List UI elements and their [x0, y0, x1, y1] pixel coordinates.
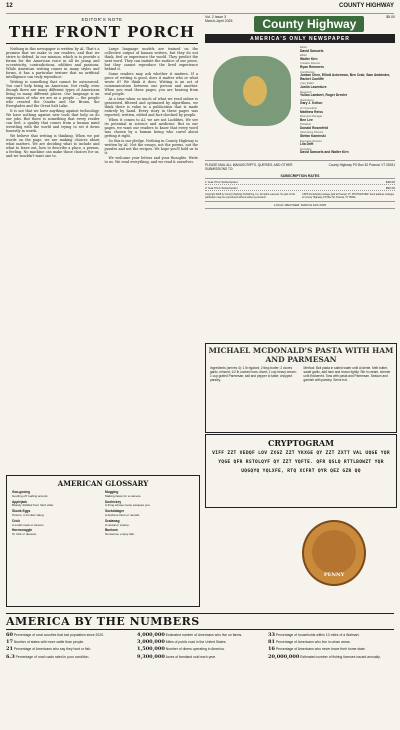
- glossary-entry: [12, 491, 101, 499]
- staff-box: [205, 46, 395, 156]
- staff-role: Founders: [300, 147, 312, 151]
- subs-label: 1 Year Print Subscription: [205, 179, 238, 184]
- numbers-item: [137, 633, 263, 637]
- price: $5.00: [386, 15, 395, 19]
- glossary-entry: [105, 529, 194, 537]
- glossary-entry: [12, 510, 101, 518]
- paragraph: Writing is something that cannot be outsourced. You can't help being an American. Not really, even though there are many different types of Americans living in many different places. Our language is an expression of who we are as a people — the people who created the Ozarks and the Bronx, the Everglades and the Great Salt Lake.: [6, 80, 100, 108]
- kicker: EDITOR'S NOTE: [81, 17, 123, 22]
- glossary-entry: [12, 529, 101, 537]
- numbers-figure: 21: [6, 646, 13, 653]
- copyright: Copyright 2025 by County Highway Publishing, Inc. All rights reserved. No part of this publication may be reproduced without written permission.: [205, 193, 296, 200]
- glossary-box: [6, 475, 200, 607]
- glossary-entry: [105, 491, 194, 499]
- numbers-item: [6, 633, 132, 637]
- page-number: 12: [6, 3, 13, 9]
- numbers-text: Percentage of households within 10 miles of a Walmart.: [275, 633, 360, 637]
- numbers-text: Percentage of Americans who say they hunt or fish.: [13, 647, 92, 652]
- staff-role: Business Manager: [300, 115, 323, 119]
- staff-name: Jordan Chen, Elliott Ackerman, Ben Crair, Sam Ambinder, Rachel Cunliffe: [300, 73, 391, 81]
- glossary-term: Applejack: [12, 499, 28, 504]
- tagline: AMERICA'S ONLY NEWSPAPER: [205, 34, 395, 43]
- paragraph: At a time when so much of what we read online is generated, filtered and optimized by algorithms, we think there is value in a publication that is made entirely by hand. Every story in these pages was reported, written, edited and fact-checked by people.: [104, 97, 198, 117]
- numbers-text: Estimated number of fishing licenses issued annually.: [300, 654, 381, 659]
- staff-name: Yulian Lambert, Roger Drexler: [300, 93, 348, 98]
- paper-title: County Highway: [254, 16, 364, 32]
- numbers-text: Percentage of rural roads rated in poor condition.: [15, 654, 90, 659]
- staff-role: Advertising Director: [300, 131, 324, 135]
- numbers-item: [268, 647, 394, 651]
- cryptogram-box: [205, 434, 397, 508]
- numbers-figure: 60: [6, 632, 13, 638]
- masthead-logo: [254, 16, 364, 32]
- subs-label: 2 Year Print Subscription: [205, 185, 238, 190]
- numbers-text: Percentage of Americans who live in urban areas.: [275, 640, 351, 645]
- staff-role: Publisher: [300, 123, 312, 127]
- glossary-column-right: [105, 491, 194, 539]
- staff-name: Ryan Remmers: [300, 64, 325, 69]
- staff-role: Illustrations: [300, 98, 314, 102]
- masthead-meta: [205, 15, 395, 32]
- cryptogram-title: CRYPTOGRAM: [268, 438, 334, 448]
- numbers-column: [268, 633, 394, 662]
- staff-name: Gary J. Kelton: [300, 101, 323, 106]
- staff-role: Research: [300, 90, 312, 94]
- numbers-figure: 81: [268, 639, 275, 646]
- numbers-figure: 17: [6, 639, 13, 646]
- paragraph: It is not that we have anything against technology. We have nothing against new tools that help us do our jobs. But there is something that every reader can feel, a quality that comes from a human mind wrestling with the world and trying to set it down honestly in words.: [6, 109, 100, 133]
- map-illustration: [205, 46, 300, 136]
- numbers-item: [6, 655, 132, 659]
- running-section: COUNTY HIGHWAY: [338, 3, 394, 9]
- postal-notice: USPS Periodicals postage paid at Pownal, VT. POSTMASTER: Send address changes to County Highway, PO Box 52, Pownal, VT 05261.: [302, 193, 395, 200]
- recipe-method: Method: Boil pasta in salted water until al dente. Melt butter, sauté garlic, add ham and brown lightly. Stir in cream, simmer until thickened. Toss with pasta and Parmesan. Season and garnish with parsley. Serve hot.: [303, 366, 391, 382]
- numbers-text: Estimated number of Americans who live on farms.: [165, 633, 243, 637]
- numbers-item: [268, 640, 394, 644]
- numbers-text: Percentage of Americans who never leave their home state.: [275, 647, 366, 652]
- numbers-item: [268, 633, 394, 637]
- numbers-figure: 9,300,000: [137, 653, 165, 660]
- staff-role: Editor: [300, 54, 308, 58]
- paragraph: Large language models are trained on the collective output of human writers, but they do not think, feel or experience the world. They predict the next word. They can imitate the surface of our prose, but they cannot reproduce the lived experience behind it.: [104, 47, 198, 71]
- staff-name: Matthew Reiss: [300, 109, 323, 114]
- staff-name: Justin Laverdure: [300, 84, 327, 89]
- recipe-box: [205, 343, 397, 433]
- numbers-figure: 6.3: [6, 653, 15, 660]
- numbers-item: [6, 647, 132, 651]
- paragraph: When it comes to AI, we are not Luddites. We see its potential in science and medicine. But in our pages, we want our readers to know that every word was chosen by a human being who cared about getting it right.: [104, 118, 198, 138]
- local-weather: LOCAL WEATHER: MARCH 12th 2025: [205, 201, 395, 209]
- numbers-figure: 33: [268, 632, 275, 638]
- numbers-figure: 16: [268, 646, 275, 653]
- glossary-term: Sockdolager: [105, 509, 125, 514]
- paragraph: So this is our pledge. Nothing in County Highway is written by AI. Not the essays, not the poems, not the puzzles and not the recipes. We hope you'll hold us to it.: [104, 139, 198, 155]
- staff-name: David Samuels and Walter Kirn: [300, 150, 349, 155]
- staff-name: Donald Rosenfeld: [300, 125, 329, 130]
- paragraph: Nothing in this newspaper is written by AI. That's a promise that we make to our readers, and that we strive to defend. In our mission, which is to provide a forum for the American voice in all its pomp and eccentricity, contradictions, oddities and passions. While American writing comes in many styles and forms, it has a particular texture that no artificial intelligence can truly reproduce.: [6, 47, 100, 79]
- numbers-text: Acres of farmland sold each year.: [165, 654, 216, 659]
- fine-print: [205, 193, 395, 199]
- numbers-grid: [6, 633, 394, 662]
- cryptogram-line: UQGQYQ YQLXFE, RTQ XCFRT QYR QEZ GZR QQ: [241, 469, 361, 474]
- glossary-entry: [12, 501, 101, 509]
- cryptogram-line: YQGE QFR RSTOLQYF QY ZZT YQFTE. QFR QSLQ RTTLBOWZT YQR: [218, 460, 384, 465]
- glossary-definition: Making faces for a camera.: [105, 493, 142, 498]
- subs-price: $90.00: [385, 185, 395, 190]
- numbers-figure: 1,500,000: [137, 646, 165, 653]
- numbers-column: [137, 633, 263, 662]
- numbers-text: Percentage of rural counties that lost population since 2020.: [13, 633, 105, 637]
- glossary-definition: A rascal or scamp.: [105, 522, 130, 527]
- issue-date: March–April 2025: [205, 19, 233, 23]
- running-header: [6, 3, 394, 14]
- volume: Vol. 2 Issue 3: [205, 15, 227, 19]
- glossary-column-left: [12, 491, 101, 539]
- recipe-title: MICHAEL MCDONALD'S PASTA WITH HAM AND PARMESAN: [208, 346, 394, 364]
- subscription-rates: [205, 174, 395, 191]
- glossary-definition: A decisive blow or remark.: [105, 512, 141, 517]
- glossary-definition: A thing whose name escapes you.: [105, 503, 151, 508]
- article-title: THE FRONT PORCH: [6, 23, 198, 44]
- staff-role: Contributors: [300, 70, 315, 74]
- by-the-numbers: [6, 613, 394, 662]
- glossary-entry: [105, 520, 194, 528]
- paragraph: Some readers may ask whether it matters. If a piece of writing is good, does it matter who or what wrote it? We think it does. Writing is an act of communication between one person and another. When you read these pages, you are hearing from real people.: [104, 72, 198, 96]
- staff-role: Copy Editor: [300, 82, 315, 86]
- address-box: [205, 160, 395, 171]
- glossary-definition: Onions, in frontier slang.: [12, 512, 45, 517]
- glossary-definition: A small creek or stream.: [12, 522, 45, 527]
- glossary-entry: [105, 501, 194, 509]
- staff-role: Creative Director: [300, 62, 321, 66]
- staff-list: [300, 46, 395, 156]
- glossary-entry: [12, 520, 101, 528]
- glossary-term: Skunk Eggs: [12, 509, 31, 514]
- staff-name: Ben Lee: [300, 117, 313, 122]
- paragraph: We believe that writing is thinking. When we put words on the page, we are making choices about what matters. We are deciding what to include and what to leave out, how to describe a place, a person, a feeling. No machine can make those choices for us, and we wouldn't want one to.: [6, 134, 100, 158]
- numbers-figure: 3,000,000: [137, 639, 165, 646]
- masthead: [205, 15, 395, 209]
- numbers-item: [137, 647, 263, 651]
- glossary-definition: Goofing off; loafing around.: [12, 493, 49, 498]
- glossary-term: Hornswoggle: [12, 528, 33, 533]
- paragraph: We welcome your letters and your thoughts. Write to us. We read everything, and we read it ourselves.: [104, 156, 198, 164]
- numbers-item: [6, 640, 132, 644]
- recipe-ingredients: Ingredients (serves 4): 1 lb rigatoni; 2 tbsp butter; 2 cloves garlic, minced; 1/2 lb cooked ham, diced; 1 cup heavy cream; 1 cup grated Parmesan; salt and pepper to taste; chopped parsley.: [210, 366, 297, 382]
- glossary-entry: [105, 510, 194, 518]
- numbers-item: [268, 655, 394, 659]
- numbers-text: Number of diners operating in America.: [165, 647, 225, 652]
- numbers-text: Number of states with more cattle than people.: [13, 640, 85, 645]
- cryptogram-line: VIFF ZZT VEDQF LOV ZXGZ ZZT YKXGE QY ZZT ZXTT VAL UQGE YQR: [212, 451, 390, 456]
- penny-coin-illustration: [302, 520, 366, 586]
- subs-row: [205, 185, 395, 191]
- glossary-term: Goo-gooing: [12, 490, 31, 494]
- glossary-definition: Brandy distilled from hard cider.: [12, 503, 55, 508]
- mailing-address: County Highway PO Box 52 Pownal, VT 05261: [328, 163, 395, 168]
- editors-note: [6, 15, 198, 279]
- staff-role: Executive Director: [300, 139, 322, 143]
- article-body: [6, 47, 198, 279]
- numbers-column: [6, 633, 132, 662]
- glossary-definition: Nonsense; empty talk.: [105, 532, 135, 537]
- staff-name: David Samuels: [300, 48, 324, 53]
- numbers-text: Miles of public road in the United States.: [165, 640, 227, 645]
- subs-title: SUBSCRIPTION RATES: [205, 174, 395, 179]
- address-instructions: PLEASE MAIL ALL MANUSCRIPTS, QUERIES, AND OTHER SUBMISSIONS TO:: [205, 163, 293, 172]
- staff-name: Lila Drift: [300, 142, 314, 147]
- staff-name: Walter Kirn: [300, 56, 318, 61]
- glossary-term: Doohickey: [105, 499, 122, 504]
- glossary-term: Crick: [12, 518, 20, 523]
- glossary-title: AMERICAN GLOSSARY: [57, 479, 149, 488]
- glossary-definition: To trick or deceive.: [12, 532, 38, 537]
- glossary-term: Mugging: [105, 490, 119, 494]
- glossary-term: Bunkum: [105, 528, 118, 533]
- staff-name: Stefan Kaminski: [300, 134, 326, 139]
- numbers-figure: 4,000,000: [137, 632, 165, 638]
- numbers-item: [137, 655, 263, 659]
- numbers-title: AMERICA BY THE NUMBERS: [6, 613, 394, 630]
- staff-role: Art Consultant: [300, 106, 318, 110]
- staff-role: Editor: [300, 46, 308, 49]
- glossary-term: Scalawag: [105, 518, 120, 523]
- coin-word: PENNY: [323, 572, 345, 578]
- numbers-item: [137, 640, 263, 644]
- subs-price: $48.00: [385, 179, 395, 184]
- numbers-figure: 20,000,000: [268, 653, 300, 660]
